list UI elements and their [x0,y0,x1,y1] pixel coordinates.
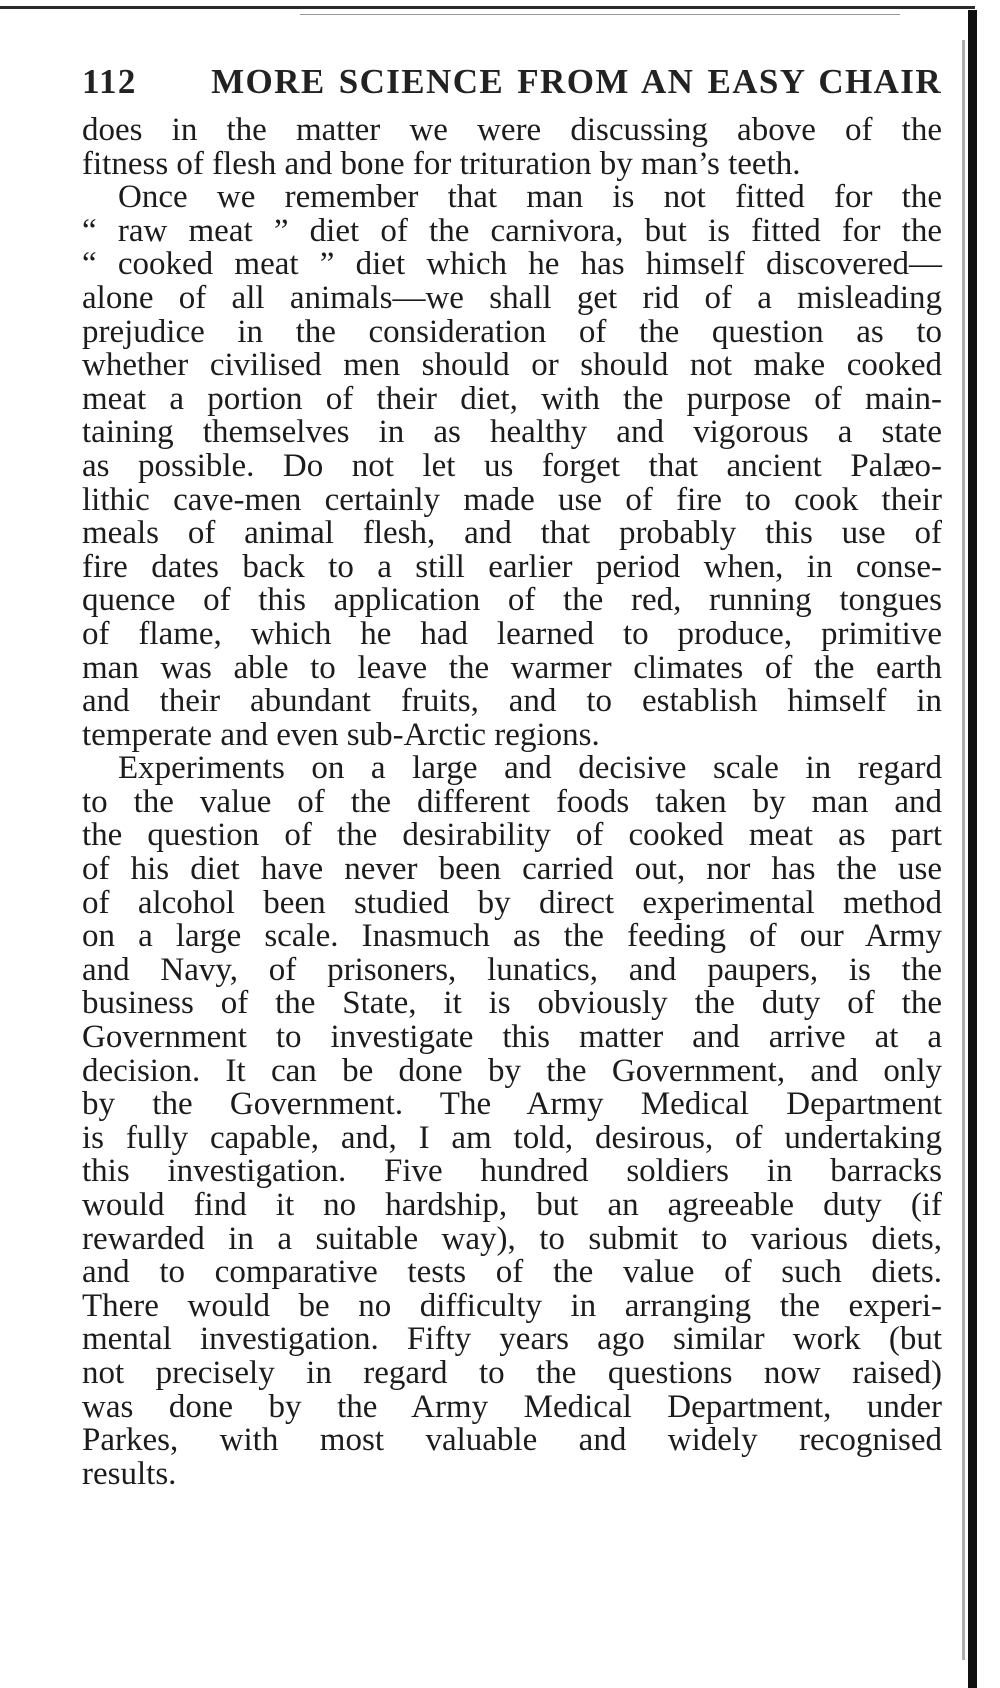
text-line: does in the matter we were discussing above of the [82,112,942,148]
text-line: was done by the Army Medical Department, under [82,1388,942,1425]
text-line: and their abundant fruits, and to establish himself in [82,683,942,720]
text-line: of alcohol been studied by direct experimental method [82,884,942,921]
text-line: is fully capable, and, I am told, desirous, of undertaking [82,1119,942,1156]
text-line: quence of this application of the red, running tongues [82,582,942,619]
page-gutter-shadow [962,40,965,1660]
text-line: to the value of the different foods taken by man and [82,783,942,820]
text-line: lithic cave-men certainly made use of fire to cook their [82,481,942,518]
text-line: Once we remember that man is not fitted for the [118,179,942,216]
text-line: taining themselves in as healthy and vigorous a state [82,414,942,451]
text-line: prejudice in the consideration of the question as to [82,313,942,350]
text-line: business of the State, it is obviously the duty of the [82,985,942,1022]
text-line: this investigation. Five hundred soldiers in barracks [82,1153,942,1190]
text-line: rewarded in a suitable way), to submit to various diets, [82,1220,942,1257]
text-line: “ raw meat ” diet of the carnivora, but is fitted for the [82,212,942,249]
text-line: fitness of flesh and bone for trituration by man’s teeth. [82,145,801,182]
text-line: and to comparative tests of the value of such diets. [82,1254,942,1291]
text-line: meat a portion of their diet, with the purpose of main- [82,380,942,417]
book-page [82,62,942,1491]
text-line: Parkes, with most valuable and widely recognised [82,1422,942,1459]
top-edge-thin-rule [300,14,900,15]
text-line: on a large scale. Inasmuch as the feeding of our Army [82,918,942,955]
running-header [82,62,942,114]
text-line: of his diet have never been carried out, nor has the use [82,851,942,888]
text-line: mental investigation. Fifty years ago similar work (but [82,1321,942,1358]
text-line: not precisely in regard to the questions now raised) [82,1354,942,1391]
page-number: 112 [82,62,137,101]
text-line: temperate and even sub-Arctic regions. [82,716,600,753]
text-line: “ cooked meat ” diet which he has himself discovered— [82,246,942,283]
text-line: results. [82,1455,177,1492]
text-line: man was able to leave the warmer climates of the earth [82,649,942,686]
text-line: whether civilised men should or should not make cooked [82,347,942,384]
text-line: of flame, which he had learned to produce, primitive [82,615,942,652]
paragraph [82,752,942,1491]
page-binding-edge [968,10,977,1688]
paragraph [82,181,942,752]
text-line: fire dates back to a still earlier period when, in conse- [82,548,942,585]
text-line: Government to investigate this matter and arrive at a [82,1019,942,1056]
text-line: alone of all animals—we shall get rid of a misleading [82,279,942,316]
text-line: There would be no difficulty in arranging the experi- [82,1287,942,1324]
text-line: and Navy, of prisoners, lunatics, and paupers, is the [82,951,942,988]
running-title: MORE SCIENCE FROM AN EASY CHAIR [211,62,942,101]
top-edge-rule [0,6,975,9]
text-line: the question of the desirability of cooked meat as part [82,817,942,854]
body-text [82,114,942,1491]
text-line: meals of animal flesh, and that probably this use of [82,515,942,552]
text-line: by the Government. The Army Medical Department [82,1086,942,1123]
text-line: decision. It can be done by the Government, and only [82,1052,942,1089]
text-line: as possible. Do not let us forget that ancient Palæo- [82,447,942,484]
text-line: would find it no hardship, but an agreeable duty (if [82,1187,942,1223]
text-line: Experiments on a large and decisive scale in regard [118,750,942,787]
paragraph [82,114,942,181]
